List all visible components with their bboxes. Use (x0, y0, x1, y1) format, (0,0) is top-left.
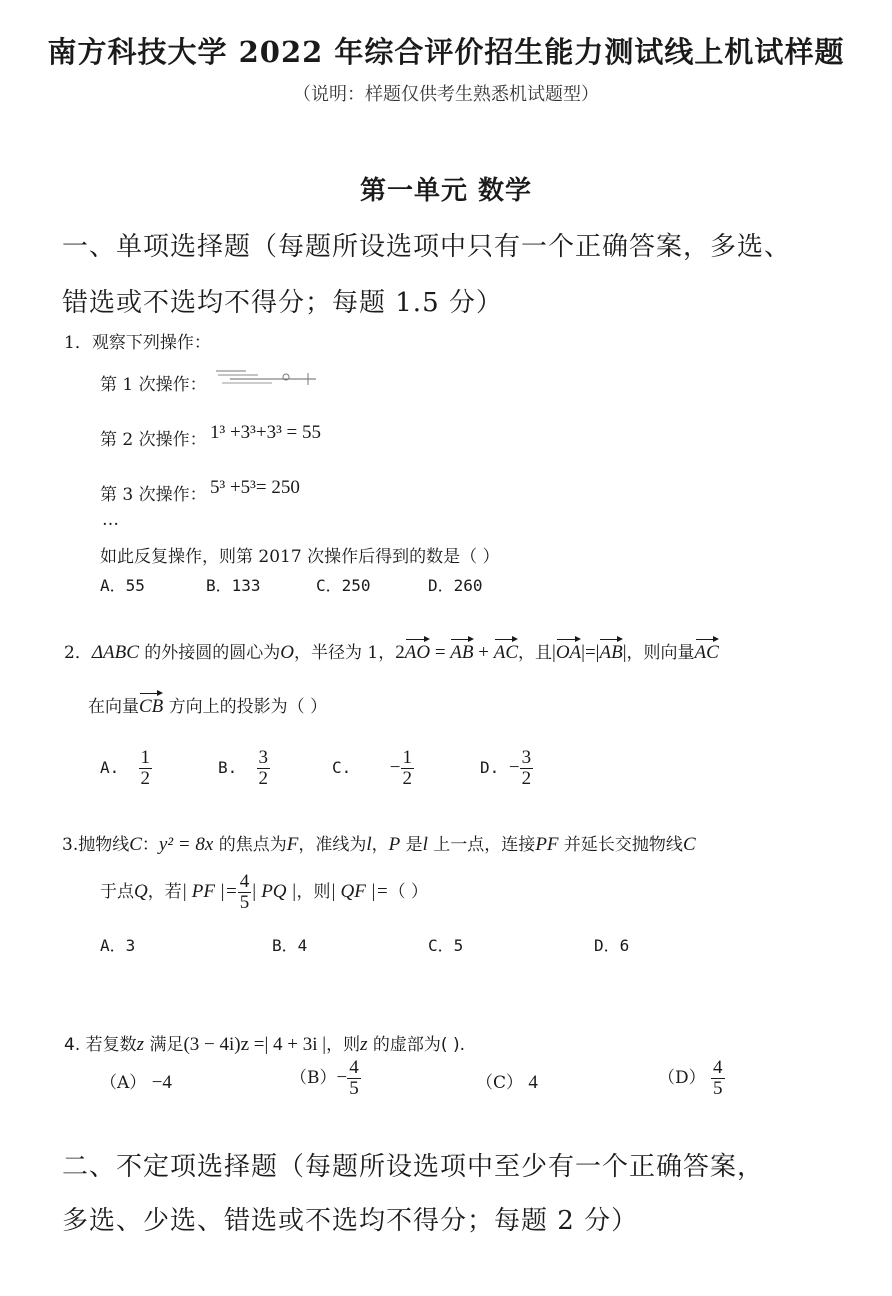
q2-option-b[interactable]: B. $\frac{3}{2}$ (218, 747, 269, 789)
fraction: $\frac{4}{5}$ (349, 1057, 359, 1099)
fraction: $\frac{4}{5}$ (239, 871, 250, 913)
q3-option-a[interactable]: A．3 (100, 936, 136, 955)
q3-stem-line1: 3.抛物线C：y² = 8x 的焦点为F，准线为l，P 是l 上一点，连接PF 并延长交抛物线C (62, 834, 696, 855)
q1-op1-smudged-image (212, 363, 322, 389)
q1-option-b[interactable]: B．133 (206, 576, 261, 595)
section2-heading-line1: 二、不定项选择题（每题所设选项中至少有一个正确答案， (62, 1152, 765, 1182)
q1-stem: 1．观察下列操作： (64, 333, 211, 353)
vector-ao: AO (405, 636, 430, 664)
page-note: （说明：样题仅供考生熟悉机试题型） (293, 84, 599, 105)
q4-option-d[interactable]: （D） $\frac{4}{5}$ (658, 1057, 723, 1099)
q1-option-c[interactable]: C．250 (316, 576, 371, 595)
q2-option-a[interactable]: A. $\frac{1}{2}$ (100, 747, 151, 789)
vector-ab: AB (450, 636, 473, 664)
q1-op1-label: 第 1 次操作： (100, 375, 207, 395)
q1-op2-expression: 1³ +3³+3³ = 55 (210, 422, 321, 443)
q4-option-a[interactable]: （A） −4 (100, 1072, 172, 1093)
fraction: $\frac{1}{2}$ (402, 747, 413, 789)
q3-option-d[interactable]: D．6 (594, 936, 630, 955)
fraction: $\frac{4}{5}$ (713, 1057, 723, 1099)
q1-op3-label: 第 3 次操作： (100, 485, 207, 505)
q4-option-c[interactable]: （C） 4 (476, 1072, 538, 1093)
fraction: $\frac{3}{2}$ (521, 747, 532, 789)
q3-option-b[interactable]: B．4 (272, 936, 308, 955)
unit-heading: 第一单元 数学 (359, 176, 533, 206)
q1-ellipsis: … (102, 510, 119, 530)
section2-heading-line2: 多选、少选、错选或不选均不得分；每题 2 分） (62, 1206, 639, 1236)
vector-ab-2: AB (599, 636, 622, 664)
fraction: $\frac{1}{2}$ (140, 747, 151, 789)
q1-option-a[interactable]: A．55 (100, 576, 145, 595)
fraction: $\frac{3}{2}$ (258, 747, 269, 789)
vector-ac: AC (494, 636, 518, 664)
q4-option-b[interactable]: （B）− $\frac{4}{5}$ (290, 1057, 359, 1099)
q1-question: 如此反复操作，则第 2017 次操作后得到的数是（ ） (100, 547, 500, 567)
q1-op3-expression: 5³ +5³= 250 (210, 477, 300, 498)
q2-option-d[interactable]: D. − $\frac{3}{2}$ (480, 747, 532, 789)
q2-option-c[interactable]: C. − $\frac{1}{2}$ (332, 747, 413, 789)
q2-stem-line2: 在向量CB 方向上的投影为（ ） (88, 690, 327, 718)
vector-oa: OA (556, 636, 581, 664)
q3-option-c[interactable]: C．5 (428, 936, 464, 955)
q1-option-d[interactable]: D．260 (428, 576, 483, 595)
q4-stem: 4. 若复数z 满足(3 − 4i)z =| 4 + 3i |，则z 的虚部为( ). (64, 1034, 465, 1055)
vector-ac-2: AC (695, 636, 719, 664)
q1-op2-label: 第 2 次操作： (100, 430, 207, 450)
section1-heading-line2: 错选或不选均不得分；每题 1.5 分） (62, 288, 503, 318)
q3-stem-line2: 于点Q，若| PF |= $\frac{4}{5}$ | PQ |，则| QF |=（ ） (100, 871, 429, 913)
vector-cb: CB (139, 690, 163, 718)
q2-stem-line1: 2．ΔABC 的外接圆的圆心为O，半径为 1，2AO = AB + AC，且|OA|=|AB|，则向量AC (64, 636, 719, 664)
section1-heading-line1: 一、单项选择题（每题所设选项中只有一个正确答案，多选、 (62, 232, 792, 262)
page-title: 南方科技大学 2022 年综合评价招生能力测试线上机试样题 (47, 35, 845, 69)
